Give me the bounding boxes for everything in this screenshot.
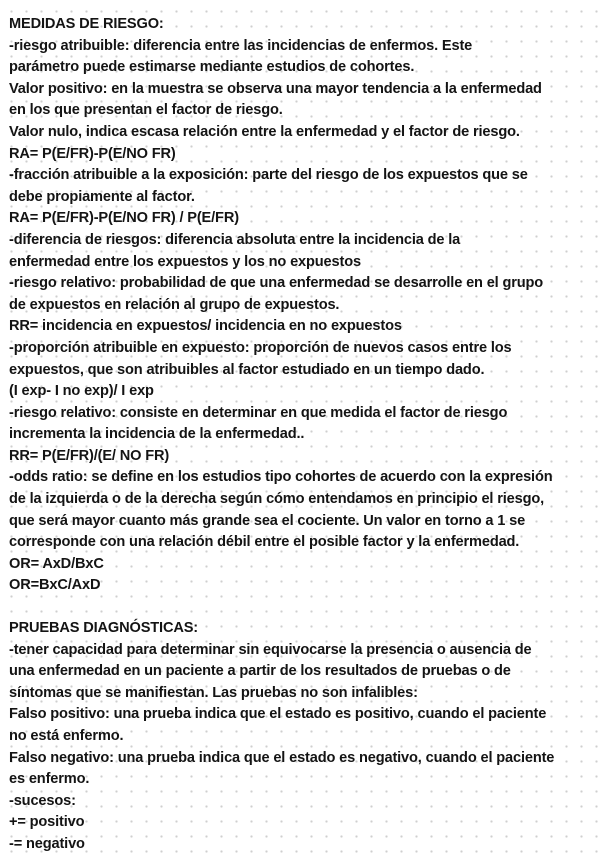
text-line: -sucesos: <box>9 792 76 809</box>
text-line: RA= P(E/FR)-P(E/NO FR) <box>9 145 176 162</box>
text-line: síntomas que se manifiestan. Las pruebas no son infalibles: <box>9 684 418 701</box>
text-line: es enfermo. <box>9 771 90 788</box>
text-line: += positivo <box>9 814 85 831</box>
text-line: -fracción atribuible a la exposición: parte del riesgo de los expuestos que se <box>9 167 528 184</box>
text-line: -= negativo <box>9 835 85 852</box>
text-line: -riesgo atribuible: diferencia entre las incidencias de enfermos. Este <box>9 37 473 54</box>
text-line: -odds ratio: se define en los estudios tipo cohortes de acuerdo con la expresión <box>9 469 553 486</box>
text-line: RR= P(E/FR)/(E/ NO FR) <box>9 447 170 464</box>
text-line: que será mayor cuanto más grande sea el cociente. Un valor en torno a 1 se <box>9 512 526 529</box>
section-heading: PRUEBAS DIAGNÓSTICAS: <box>9 620 199 637</box>
section-spacer <box>9 597 595 618</box>
text-line: no está enfermo. <box>9 728 124 744</box>
section-body <box>9 640 595 856</box>
text-line: -riesgo relativo: consiste en determinar en que medida el factor de riesgo <box>9 404 508 421</box>
text-line: Valor nulo, indica escasa relación entre la enfermedad y el factor de riesgo. <box>9 123 520 140</box>
text-line: corresponde con una relación débil entre el posible factor y la enfermedad. <box>9 534 520 551</box>
section-body <box>9 36 595 597</box>
text-line: de la izquierda o de la derecha según cómo entendamos en principio el riesgo, <box>9 491 545 508</box>
text-line: debe propiamente al factor. <box>9 188 195 205</box>
text-line: RA= P(E/FR)-P(E/NO FR) / P(E/FR) <box>9 210 239 227</box>
text-line: OR= AxD/BxC <box>9 555 104 572</box>
text-line: enfermedad entre los expuestos y los no expuestos <box>9 253 361 270</box>
text-line: OR=BxC/AxD <box>9 577 101 594</box>
section-medidas-de-riesgo <box>9 14 595 597</box>
text-line: -tener capacidad para determinar sin equivocarse la presencia o ausencia de <box>9 641 532 658</box>
text-line: RR= incidencia en expuestos/ incidencia en no expuestos <box>9 318 402 335</box>
text-line: incrementa la incidencia de la enfermedad.. <box>9 426 305 443</box>
text-line: Valor positivo: en la muestra se observa una mayor tendencia a la enfermedad <box>9 80 542 97</box>
text-line: -riesgo relativo: probabilidad de que una enfermedad se desarrolle en el grupo <box>9 275 544 292</box>
text-line: expuestos, que son atribuibles al factor estudiado en un tiempo dado. <box>9 361 485 378</box>
text-line: parámetro puede estimarse mediante estudios de cohortes. <box>9 59 415 76</box>
text-line: (I exp- I no exp)/ I exp <box>9 383 154 400</box>
text-line: de expuestos en relación al grupo de expuestos. <box>9 296 340 313</box>
text-line: en los que presentan el factor de riesgo. <box>9 102 283 119</box>
text-line: una enfermedad en un paciente a partir de los resultados de pruebas o de <box>9 663 511 680</box>
section-pruebas-diagnosticas <box>9 618 595 856</box>
section-heading: MEDIDAS DE RIESGO: <box>9 16 164 32</box>
text-line: Falso positivo: una prueba indica que el estado es positivo, cuando el paciente <box>9 706 547 723</box>
text-line: -proporción atribuible en expuesto: proporción de nuevos casos entre los <box>9 339 512 356</box>
text-line: Falso negativo: una prueba indica que el estado es negativo, cuando el paciente <box>9 749 555 766</box>
text-line: -diferencia de riesgos: diferencia absoluta entre la incidencia de la <box>9 231 461 248</box>
